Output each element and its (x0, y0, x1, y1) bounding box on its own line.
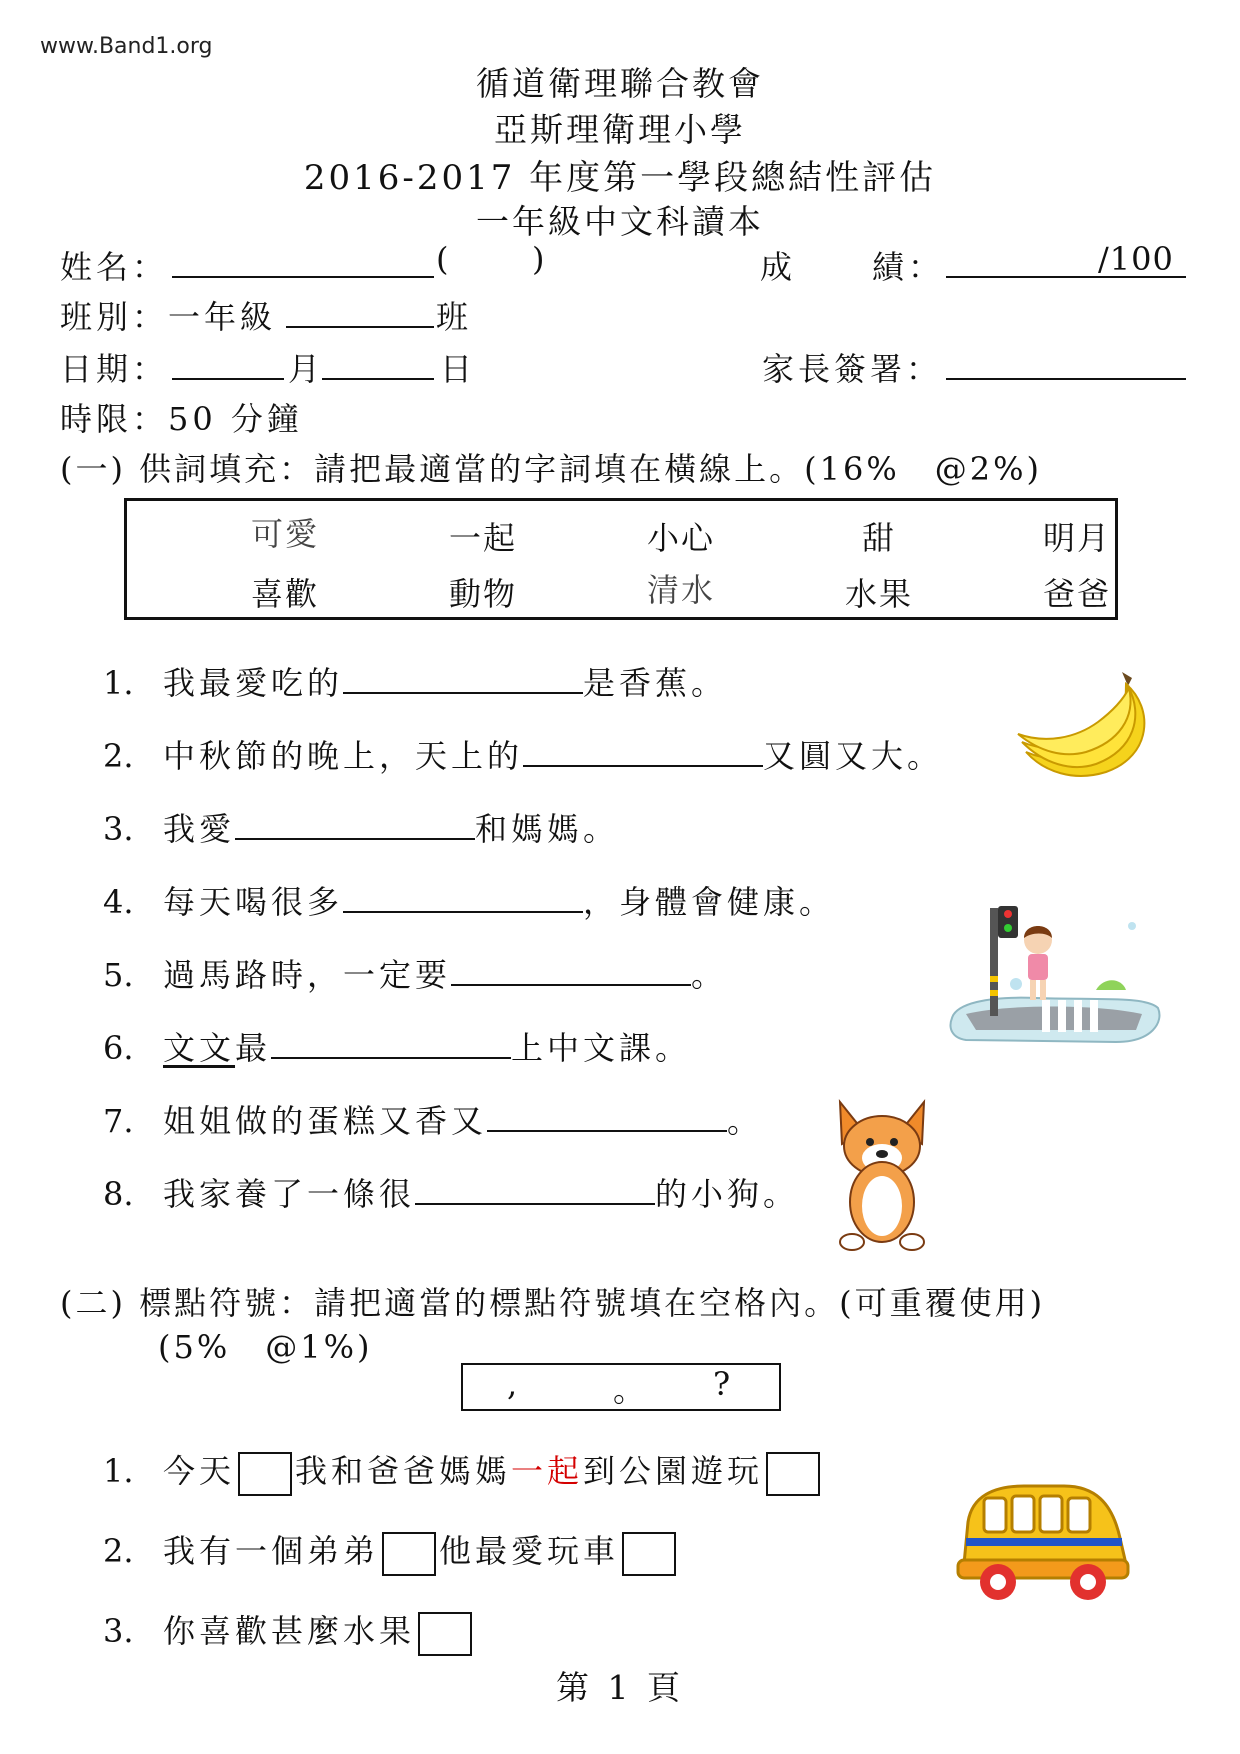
date-label: 日期： (60, 350, 169, 388)
word-bank-word: 甜 (861, 519, 896, 557)
question-4 (103, 877, 835, 923)
class-suffix: 班 (436, 298, 473, 336)
site-url: www.Band1.org (40, 34, 213, 59)
punct-question-2 (103, 1526, 679, 1576)
answer-box[interactable] (418, 1612, 472, 1656)
word-bank-box (124, 498, 1118, 620)
question-text: 每天喝很多 (163, 883, 344, 921)
question-text: 又圓又大。 (763, 737, 944, 775)
punct-question-1 (103, 1446, 823, 1496)
punctuation-mark: , (507, 1365, 518, 1403)
word-bank-word: 一起 (448, 519, 517, 557)
question-number: 6. (103, 1029, 134, 1067)
question-text: 上中文課。 (511, 1029, 692, 1067)
class-line[interactable] (286, 326, 434, 328)
question-number: 2. (103, 1532, 134, 1570)
question-number: 2. (103, 737, 134, 775)
question-text: 姐姐做的蛋糕又香又 (163, 1102, 488, 1140)
name-label: 姓名： (60, 248, 169, 286)
time-limit: 時限：50 分鐘 (60, 400, 303, 438)
word-bank-word: 明月 (1042, 519, 1111, 557)
question-number: 4. (103, 883, 134, 921)
question-3 (103, 804, 619, 850)
question-number: 3. (103, 1612, 134, 1650)
question-text: 我有一個弟弟 (163, 1532, 380, 1570)
question-text: 到公園遊玩 (583, 1452, 764, 1490)
section2-title: (二) 標點符號：請把適當的標點符號填在空格內。(可重覆使用) (60, 1284, 1046, 1322)
header-assessment: 2016-2017 年度第一學段總結性評估 (303, 158, 937, 198)
toy-car-illustration (954, 1478, 1132, 1604)
question-number: 7. (103, 1102, 134, 1140)
answer-box[interactable] (622, 1532, 676, 1576)
question-number: 1. (103, 664, 134, 702)
name-line[interactable] (172, 276, 434, 278)
question-number: 5. (103, 956, 134, 994)
score-label-b: 績： (872, 248, 945, 286)
punctuation-mark: ? (713, 1365, 731, 1403)
section2-subtitle: (5% @1%) (158, 1328, 373, 1366)
proper-name: 文文 (163, 1029, 236, 1067)
word-bank-word: 可愛 (250, 515, 319, 553)
score-label-a: 成 (760, 248, 797, 286)
question-text: 過馬路時，一定要 (163, 956, 452, 994)
dog-illustration (824, 1098, 940, 1252)
question-text: 。 (691, 956, 728, 994)
question-8 (103, 1169, 799, 1215)
month-label: 月 (288, 350, 325, 388)
highlighted-word: 一起 (511, 1452, 584, 1490)
question-text: 今天 (163, 1452, 236, 1490)
answer-blank[interactable] (415, 1173, 655, 1205)
parent-signature-label: 家長簽署： (762, 350, 943, 388)
word-bank-word: 小心 (646, 519, 715, 557)
answer-box[interactable] (382, 1532, 436, 1576)
question-text: ，身體會健康。 (583, 883, 836, 921)
paren-close: ) (532, 240, 549, 278)
answer-blank[interactable] (235, 808, 475, 840)
word-bank-word: 爸爸 (1042, 575, 1111, 613)
word-bank-word: 清水 (646, 571, 715, 609)
answer-blank[interactable] (343, 662, 583, 694)
banana-illustration (1014, 668, 1166, 784)
question-1 (103, 658, 727, 704)
question-text: 。 (727, 1102, 764, 1140)
day-line[interactable] (322, 378, 434, 380)
question-5 (103, 950, 727, 996)
header-church: 循道衛理聯合教會 (476, 64, 764, 103)
punctuation-mark: 。 (613, 1371, 646, 1409)
section1-title: (一) 供詞填充：請把最適當的字詞填在橫線上。(16% @2%) (60, 450, 1043, 488)
question-text: 他最愛玩車 (439, 1532, 620, 1570)
word-bank-word: 喜歡 (250, 575, 319, 613)
answer-blank[interactable] (523, 735, 763, 767)
header-school: 亞斯理衛理小學 (494, 110, 746, 149)
question-text: 我愛 (163, 810, 236, 848)
score-total: /100 (1098, 240, 1174, 278)
question-text: 最 (235, 1029, 272, 1067)
punctuation-bank-box (461, 1363, 781, 1411)
answer-blank[interactable] (343, 881, 583, 913)
answer-blank[interactable] (271, 1027, 511, 1059)
month-line[interactable] (172, 378, 284, 380)
question-number: 1. (103, 1452, 134, 1490)
question-number: 3. (103, 810, 134, 848)
question-text: 是香蕉。 (583, 664, 728, 702)
question-text: 的小狗。 (655, 1175, 800, 1213)
road-crossing-illustration (946, 892, 1164, 1058)
question-text: 我家養了一條很 (163, 1175, 416, 1213)
paren-open: ( (436, 240, 453, 278)
word-bank-word: 動物 (448, 575, 517, 613)
question-text: 你喜歡甚麼水果 (163, 1612, 416, 1650)
word-bank-word: 水果 (844, 575, 913, 613)
answer-box[interactable] (238, 1452, 292, 1496)
question-text: 中秋節的晚上，天上的 (163, 737, 524, 775)
class-label: 班別：一年級 (60, 298, 277, 336)
question-text: 我最愛吃的 (163, 664, 344, 702)
question-6 (103, 1023, 691, 1069)
day-label: 日 (440, 350, 477, 388)
question-text: 和媽媽。 (475, 810, 620, 848)
question-2 (103, 731, 943, 777)
answer-blank[interactable] (487, 1100, 727, 1132)
punct-question-3 (103, 1606, 475, 1656)
question-text: 我和爸爸媽媽 (295, 1452, 512, 1490)
page-number: 第 1 頁 (556, 1668, 684, 1707)
parent-signature-line[interactable] (946, 378, 1186, 380)
answer-box[interactable] (766, 1452, 820, 1496)
header-subject: 一年級中文科讀本 (476, 202, 764, 241)
question-7 (103, 1096, 763, 1142)
question-number: 8. (103, 1175, 134, 1213)
answer-blank[interactable] (451, 954, 691, 986)
